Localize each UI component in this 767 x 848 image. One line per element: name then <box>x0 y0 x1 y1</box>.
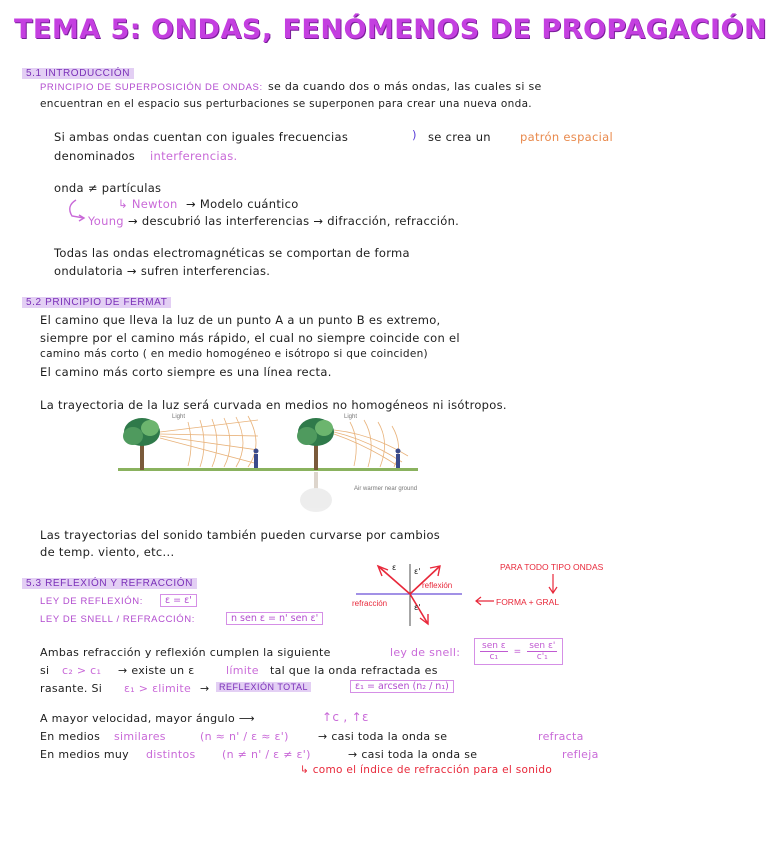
reflexion-law-formula: ε = ε' <box>160 594 197 607</box>
frequency-text-1b: se crea un <box>428 130 491 144</box>
fermat-line-1: El camino que lleva la luz de un punto A a un punto B es extremo, <box>40 313 441 327</box>
page-title: TEMA 5: ONDAS, FENÓMENOS DE PROPAGACIÓN <box>14 14 767 45</box>
sound-text-1: Las trayectorias del sonido también pueden curvarse por cambios <box>40 528 441 542</box>
frac-num-2: sen ε' <box>529 641 556 651</box>
ambas-text: Ambas refracción y reflexión cumplen la siguiente <box>40 646 331 659</box>
em-waves-text-1: Todas las ondas electromagnéticas se comportan de forma <box>54 246 410 260</box>
snell-law-formula: n sen ε = n' sen ε' <box>226 612 323 625</box>
frac-num-1: sen ε <box>482 641 506 651</box>
arcsin-formula: ε₁ = arcsen (n₂ / n₁) <box>350 680 454 693</box>
superposition-text-2: encuentran en el espacio sus perturbaciones se superponen para crear una nueva onda. <box>40 98 532 110</box>
limit-angle-condition: ε₁ > εlimite <box>124 682 192 695</box>
frequency-text-1a: Si ambas ondas cuentan con iguales frecuencias <box>54 130 349 144</box>
superposition-label: PRINCIPIO DE SUPERPOSICIÓN DE ONDAS: <box>40 82 263 93</box>
newton-result: → Modelo cuántico <box>186 197 299 211</box>
section-heading-reflexion: 5.3 REFLEXIÓN Y REFRACCIÓN <box>22 578 197 589</box>
fermat-line-5: La trayectoria de la luz será curvada en medios no homogéneos ni isótropos. <box>40 398 507 412</box>
frequency-parenthesis: ) <box>412 128 417 142</box>
newton-label: ↳ Newton <box>118 197 178 211</box>
arrow-to-total: → <box>200 682 210 695</box>
distinct-term: distintos <box>146 748 196 761</box>
light-label-left: Light <box>172 414 186 420</box>
superposition-text-1: se da cuando dos o más ondas, las cuales si se <box>268 80 542 93</box>
wave-vs-particles: onda ≠ partículas <box>54 181 162 195</box>
snell-law-term: ley de snell: <box>390 646 461 659</box>
reflection-refraction-diagram <box>350 560 470 630</box>
light-curvature-figure <box>118 410 418 520</box>
angle-e-label: ε <box>392 563 397 572</box>
reflexion-diagram-label: reflexión <box>422 581 453 590</box>
similar-condition: (n ≈ n' / ε ≈ ε') <box>200 730 289 743</box>
down-arrow-icon <box>546 572 560 596</box>
young-label: Young <box>88 214 124 228</box>
limit-term: límite <box>226 664 259 677</box>
total-reflexion-highlight: REFLEXIÓN TOTAL <box>216 682 311 692</box>
refleja-term: refleja <box>562 748 599 761</box>
angle-e-prime-label: ε' <box>414 567 421 576</box>
figure-caption: Air warmer near ground <box>354 486 418 492</box>
all-waves-note: PARA TODO TIPO ONDAS <box>500 562 604 572</box>
snell-law-label: LEY DE SNELL / REFRACCIÓN: <box>40 614 195 625</box>
fermat-line-3: camino más corto ( en medio homogéneo e isótropo si que coinciden) <box>40 348 428 360</box>
speed-line: A mayor velocidad, mayor ángulo ⟶ <box>40 712 255 725</box>
distinct-text-1: En medios muy <box>40 748 129 761</box>
limit-text-b: → existe un ε <box>118 664 195 677</box>
snell-ratio-box: sen ε c₁ = sen ε' c'₁ <box>474 638 563 665</box>
fermat-line-2: siempre por el camino más rápido, el cual no siempre coincide con el <box>40 331 460 345</box>
limit-text-2a: rasante. Si <box>40 682 103 695</box>
frac-den-1: c₁ <box>489 652 499 662</box>
similar-text-1: En medios <box>40 730 101 743</box>
limit-condition-c: c₂ > c₁ <box>62 664 102 677</box>
sound-text-2: de temp. viento, etc... <box>40 545 175 559</box>
section-heading-fermat: 5.2 PRINCIPIO DE FERMAT <box>22 297 171 308</box>
light-label-right: Light <box>344 414 358 420</box>
similar-term: similares <box>114 730 166 743</box>
refracta-term: refracta <box>538 730 584 743</box>
fermat-line-4: El camino más corto siempre es una línea recta. <box>40 365 332 379</box>
limit-text-c: tal que la onda refractada es <box>270 664 438 677</box>
frac-den-2: c'₁ <box>536 652 548 662</box>
reflexion-law-label: LEY DE REFLEXIÓN: <box>40 596 143 607</box>
distinct-text-2: → casi toda la onda se <box>348 748 478 761</box>
em-waves-text-2: ondulatoria → sufren interferencias. <box>54 264 271 278</box>
speed-arrows: ↑c , ↑ε <box>322 710 369 724</box>
limit-si: si <box>40 664 50 677</box>
left-arrow-icon <box>474 596 496 606</box>
general-form-note: FORMA + GRAL <box>496 597 560 607</box>
sound-index-note: ↳ como el índice de refracción para el sonido <box>300 764 553 776</box>
similar-text-2: → casi toda la onda se <box>318 730 448 743</box>
frequency-text-2a: denominados <box>54 149 136 163</box>
distinct-condition: (n ≠ n' / ε ≠ ε') <box>222 748 311 761</box>
spatial-pattern-term: patrón espacial <box>520 130 613 144</box>
refraccion-diagram-label: refracción <box>352 599 388 608</box>
section-heading-introduccion: 5.1 INTRODUCCIÓN <box>22 68 134 79</box>
young-result: → descubrió las interferencias → difracción, refracción. <box>128 214 460 228</box>
interferences-term: interferencias. <box>150 149 238 163</box>
angle-e-prime2-label: ε' <box>414 603 421 612</box>
